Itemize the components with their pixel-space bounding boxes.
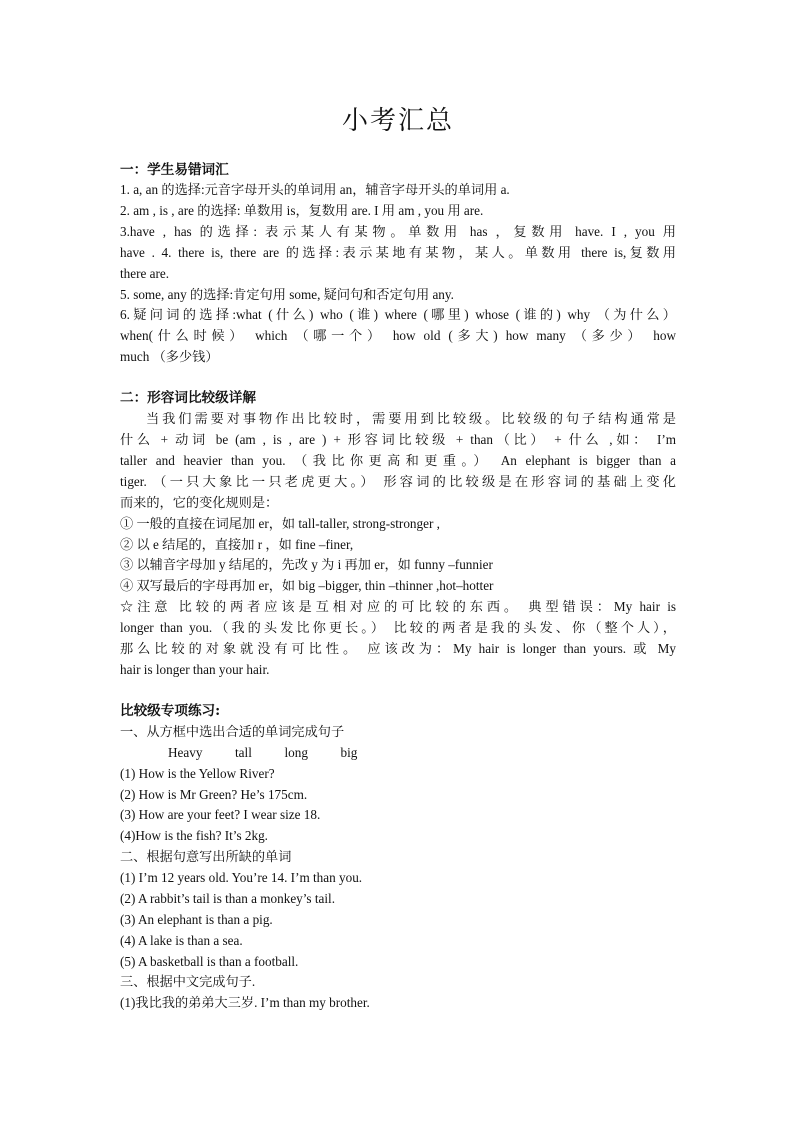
section3-heading: 比较级专项练习: [120, 703, 221, 719]
word-box-item: tall [235, 745, 252, 760]
section2-line: ① 一般的直接在词尾加 er，如 tall-taller, strong-stronger , [120, 516, 440, 531]
section2-heading: 二：形容词比较级详解 [120, 390, 256, 406]
exercise2-item: (3) An elephant is than a pig. [120, 912, 273, 927]
section1-line: much （多少钱） [120, 349, 219, 364]
exercise3-title: 三、根据中文完成句子. [120, 974, 256, 989]
section2-line: longer than you.（我的头发比你更长。） 比较的两者是我的头发、你（整个人）， [120, 620, 676, 635]
exercise2-title: 二、根据句意写出所缺的单词 [120, 849, 292, 864]
section2-line: ③ 以辅音字母加 y 结尾的，先改 y 为 i 再加 er，如 funny –funnier [120, 557, 493, 572]
section1-line: 1. a, an 的选择:元音字母开头的单词用 an，辅音字母开头的单词用 a. [120, 182, 510, 197]
exercise1-title: 一、从方框中选出合适的单词完成句子 [120, 724, 345, 739]
exercise2-item: (5) A basketball is than a football. [120, 954, 299, 969]
section2-line: hair is longer than your hair. [120, 662, 270, 677]
exercise2-item: (1) I’m 12 years old. You’re 14. I’m than you. [120, 870, 363, 885]
page-title: 小考汇总 [341, 106, 454, 136]
section2-line: 什么 + 动词 be (am , is , are ) + 形容词比较级 + than（比） + 什么 ,如： I’m [120, 432, 676, 447]
exercise1-item: (1) How is the Yellow River? [120, 766, 275, 781]
word-box [120, 743, 676, 763]
exercise1-item: (2) How is Mr Green? He’s 175cm. [120, 787, 308, 802]
exercise2-item: (4) A lake is than a sea. [120, 933, 243, 948]
section2-line: ☆注意 比较的两者应该是互相对应的可比较的东西。 典型错误：My hair is [120, 599, 676, 614]
section2-line: 当我们需要对事物作出比较时，需要用到比较级。比较级的句子结构通常是 [146, 411, 676, 426]
section2-line: 那么比较的对象就没有可比性。 应该改为：My hair is longer than yours. 或 My [120, 641, 676, 656]
section2-line: ② 以 e 结尾的，直接加 r ，如 fine –finer, [120, 537, 354, 552]
word-box-item: Heavy [168, 745, 203, 760]
section1-line: have . 4. there is, there are 的选择:表示某地有某物，某人。单数用 there is,复数用 [120, 245, 676, 260]
section2-line: 而来的，它的变化规则是： [120, 495, 279, 510]
section1-line: 2. am , is , are 的选择: 单数用 is，复数用 are. I 用 am , you 用 are. [120, 203, 484, 218]
section1-line: 3.have , has 的选择: 表示某人有某物。单数用 has ，复数用 have. I , you 用 [120, 224, 676, 239]
section1-line: there are. [120, 266, 170, 281]
section1-line: 6.疑问词的选择:what (什么) who (谁) where (哪里) whose (谁的) why （为什么） [120, 307, 676, 322]
exercise2-item: (2) A rabbit’s tail is than a monkey’s tail. [120, 891, 335, 906]
section1-line: when(什么时候） which （哪一个） how old (多大) how many （多少） how [120, 328, 676, 343]
word-box-item: big [340, 745, 358, 760]
section2-line: taller and heavier than you. （我比你更高和更重。） An elephant is bigger than a [120, 453, 676, 468]
exercise3-item: (1)我比我的弟弟大三岁. I’m than my brother. [120, 995, 370, 1010]
section1-heading: 一：学生易错词汇 [120, 162, 229, 178]
section2-line: tiger. （一只大象比一只老虎更大。） 形容词的比较级是在形容词的基础上变化 [120, 474, 676, 489]
section2-line: ④ 双写最后的字母再加 er，如 big –bigger, thin –thinner ,hot–hotter [120, 578, 494, 593]
section1-line: 5. some, any 的选择:肯定句用 some, 疑问句和否定句用 any. [120, 287, 454, 302]
word-box-item: long [284, 745, 308, 760]
exercise1-item: (4)How is the fish? It’s 2kg. [120, 828, 268, 843]
exercise1-item: (3) How are your feet? I wear size 18. [120, 807, 321, 822]
